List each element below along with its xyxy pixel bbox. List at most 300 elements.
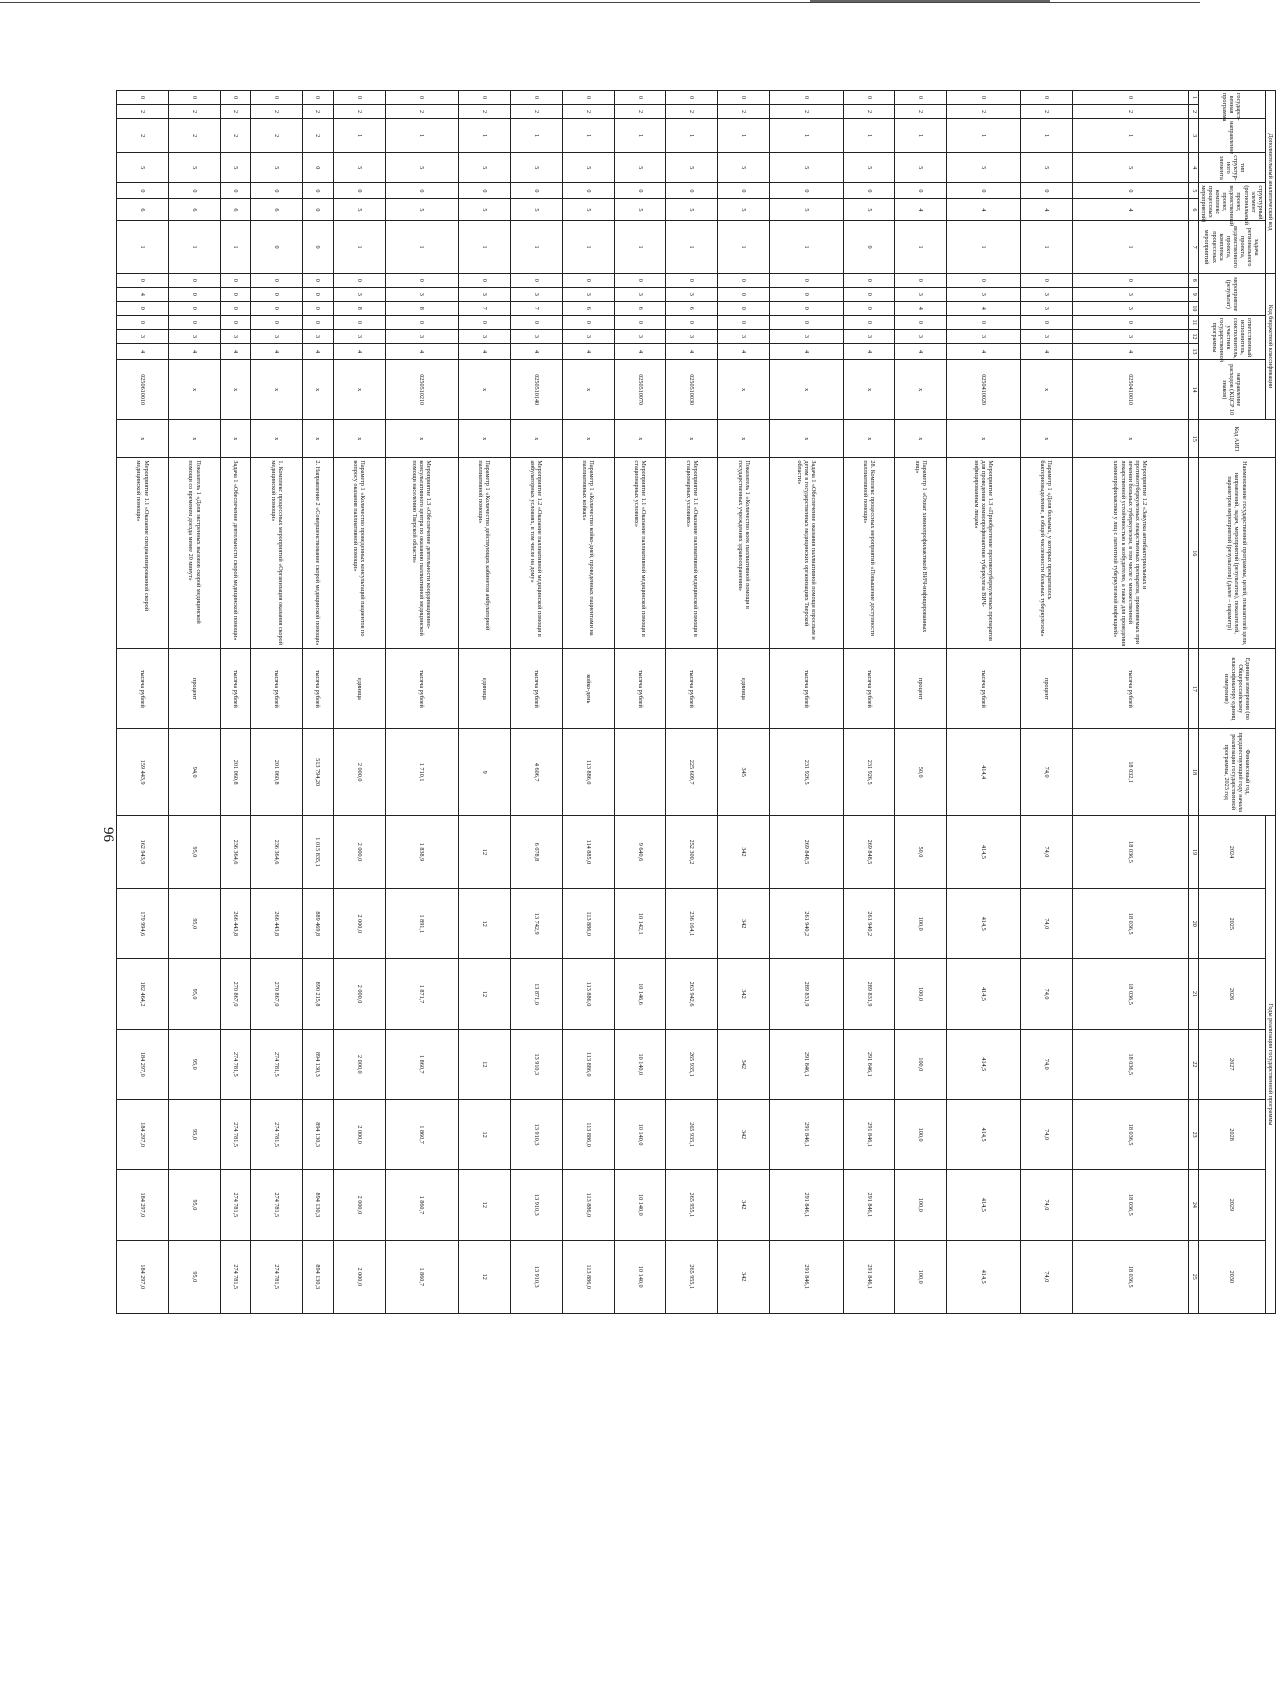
code-cell: 0: [666, 315, 718, 329]
code-cell: 4: [947, 199, 1020, 221]
kbk-cell: x: [168, 360, 220, 420]
year-value-cell: 74,0: [1020, 1170, 1072, 1240]
year-value-cell: 414,5: [947, 959, 1020, 1029]
header-year: 2028: [1198, 1099, 1265, 1169]
year-value-cell: 50,0: [895, 815, 947, 888]
code-cell: 0: [303, 91, 333, 105]
header-struct: структурный элемент (региональный проект, ведомственный проект, комплекс процессных мероприятий): [1198, 183, 1265, 221]
code-cell: 0: [333, 273, 385, 287]
code-cell: 1: [510, 119, 562, 153]
code-cell: 0: [333, 91, 385, 105]
code-cell: 5: [843, 199, 895, 221]
code-cell: 0: [770, 183, 843, 199]
code-cell: 1: [385, 221, 458, 273]
code-cell: 0: [458, 183, 510, 199]
code-cell: 4: [947, 301, 1020, 315]
header-aip: Код АИП: [1198, 420, 1275, 458]
unit-cell: тысяча рублей: [303, 649, 333, 729]
code-cell: 0: [303, 273, 333, 287]
year-value-cell: 74,0: [1020, 1099, 1072, 1169]
year-value-cell: 95,0: [168, 889, 220, 959]
code-cell: 0: [220, 287, 250, 301]
code-cell: 3: [614, 287, 666, 301]
base-year-cell: 345: [718, 729, 770, 815]
year-value-cell: 894 130,3: [303, 1099, 333, 1169]
base-year-cell: 414,4: [947, 729, 1020, 815]
header-years: Годы реализации государственной программы: [1265, 815, 1275, 1313]
aip-cell: x: [718, 420, 770, 458]
header-kbk: направление расходов (КЦСР 10 знаков): [1198, 360, 1265, 420]
year-value-cell: 113 886,0: [562, 1029, 614, 1099]
code-cell: 0: [116, 91, 168, 105]
kbk-cell: 0250510070: [614, 360, 666, 420]
year-value-cell: 12: [458, 1029, 510, 1099]
kbk-cell: x: [718, 360, 770, 420]
code-cell: 4: [116, 343, 168, 359]
year-value-cell: 266 443,8: [220, 889, 250, 959]
code-cell: 2: [116, 119, 168, 153]
year-value-cell: 414,5: [947, 1240, 1020, 1313]
code-cell: 0: [303, 221, 333, 273]
program-table: [116, 90, 1276, 1314]
year-value-cell: 265 955,1: [666, 1240, 718, 1313]
column-number-row: [1188, 91, 1198, 1314]
code-cell: 0: [220, 301, 250, 315]
code-cell: 4: [251, 343, 303, 359]
code-cell: 5: [770, 153, 843, 183]
aip-cell: x: [614, 420, 666, 458]
code-cell: 2: [458, 105, 510, 119]
code-cell: 0: [510, 91, 562, 105]
code-cell: 3: [947, 287, 1020, 301]
year-value-cell: 265 935,1: [666, 1099, 718, 1169]
code-cell: 7: [510, 301, 562, 315]
year-value-cell: 10 140,0: [614, 1170, 666, 1240]
code-cell: 4: [168, 343, 220, 359]
code-cell: 0: [220, 315, 250, 329]
column-number: 15: [1188, 420, 1198, 458]
table-row: [666, 91, 718, 1314]
code-cell: 0: [168, 315, 220, 329]
year-value-cell: 100,0: [895, 1029, 947, 1099]
code-cell: 2: [116, 105, 168, 119]
table-row: [718, 91, 770, 1314]
code-cell: 0: [666, 273, 718, 287]
base-year-cell: 2 000,0: [333, 729, 385, 815]
code-cell: 0: [303, 199, 333, 221]
kbk-cell: x: [843, 360, 895, 420]
code-cell: 0: [251, 91, 303, 105]
name-cell: Параметр 1 «Охват химиопрофилактикой ВИЧ-инфицированных лиц»: [895, 458, 947, 649]
name-cell: Задача 1 «Обеспечение оказания паллиативной помощи взрослым и детям в государственных медицинских организациях Тверской области»: [770, 458, 843, 649]
code-cell: 1: [1020, 119, 1072, 153]
code-cell: 0: [251, 301, 303, 315]
code-cell: 4: [220, 343, 250, 359]
column-number: 22: [1188, 1029, 1198, 1099]
kbk-cell: x: [251, 360, 303, 420]
year-value-cell: 342: [718, 959, 770, 1029]
code-cell: 0: [251, 273, 303, 287]
code-cell: 0: [168, 287, 220, 301]
year-value-cell: 13 910,3: [510, 1240, 562, 1313]
unit-cell: тысяча рублей: [385, 649, 458, 729]
year-value-cell: 184 297,0: [116, 1240, 168, 1313]
base-year-cell: 9: [458, 729, 510, 815]
year-value-cell: 289 831,9: [843, 959, 895, 1029]
kbk-cell: 0250510030: [666, 360, 718, 420]
year-value-cell: 74,0: [1020, 959, 1072, 1029]
code-cell: 1: [614, 221, 666, 273]
year-value-cell: 2 000,0: [333, 889, 385, 959]
header-unit: Единица измерения (по Общероссийскому классификатору единиц измерения): [1198, 649, 1275, 729]
aip-cell: x: [510, 420, 562, 458]
unit-cell: процент: [1020, 649, 1072, 729]
base-year-cell: 159 443,9: [116, 729, 168, 815]
year-value-cell: 74,0: [1020, 1029, 1072, 1099]
column-number: 1: [1188, 91, 1198, 105]
code-cell: 1: [333, 119, 385, 153]
header-event: мероприятие (результат): [1198, 273, 1265, 315]
code-cell: 2: [220, 105, 250, 119]
code-cell: 0: [770, 315, 843, 329]
code-cell: 0: [385, 273, 458, 287]
year-value-cell: 894 130,3: [303, 1170, 333, 1240]
column-number: 3: [1188, 119, 1198, 153]
code-cell: 6: [116, 199, 168, 221]
aip-cell: x: [333, 420, 385, 458]
year-value-cell: 182 464,2: [116, 959, 168, 1029]
unit-cell: единица: [458, 649, 510, 729]
year-value-cell: 274 781,5: [251, 1029, 303, 1099]
code-cell: 3: [333, 329, 385, 343]
code-cell: 0: [1072, 315, 1188, 329]
column-number: 21: [1188, 959, 1198, 1029]
code-cell: 0: [718, 183, 770, 199]
code-cell: 1: [614, 119, 666, 153]
name-cell: Мероприятие 1.2 «Закупка антибактериальных и противотуберкулезных лекарственных препаратов, применяемых при лечении больных туберкулезом, в том числе с множественной лекарственной устойчивостью к возбудителю, а также для проведения химиопрофилактики у лиц с латентной туберкулезной инфекцией»: [1072, 458, 1188, 649]
table-row: [385, 91, 458, 1314]
code-cell: 1: [666, 119, 718, 153]
table-row: [303, 91, 333, 1314]
code-cell: 3: [458, 287, 510, 301]
code-cell: 0: [303, 153, 333, 183]
unit-cell: тысяча рублей: [843, 649, 895, 729]
year-value-cell: 274 781,5: [220, 1170, 250, 1240]
year-value-cell: 12: [458, 889, 510, 959]
year-value-cell: 13 910,3: [510, 1029, 562, 1099]
year-value-cell: 266 443,8: [251, 889, 303, 959]
code-cell: 3: [1020, 287, 1072, 301]
code-cell: 0: [251, 183, 303, 199]
code-cell: 1: [1072, 221, 1188, 273]
year-value-cell: 12: [458, 1240, 510, 1313]
year-value-cell: 2 000,0: [333, 1029, 385, 1099]
code-cell: 2: [843, 105, 895, 119]
base-year-cell: 513 794,20: [303, 729, 333, 815]
code-cell: 1: [168, 221, 220, 273]
code-cell: 2: [718, 105, 770, 119]
code-cell: 2: [220, 119, 250, 153]
base-year-cell: 74,0: [1020, 729, 1072, 815]
year-value-cell: 342: [718, 1240, 770, 1313]
year-value-cell: 2 000,0: [333, 1099, 385, 1169]
code-cell: 3: [562, 287, 614, 301]
year-value-cell: 13 910,3: [510, 1170, 562, 1240]
code-cell: 4: [666, 343, 718, 359]
aip-cell: x: [843, 420, 895, 458]
code-cell: 0: [1072, 91, 1188, 105]
year-value-cell: 291 846,1: [843, 1099, 895, 1169]
name-cell: Мероприятие 1.2 «Оказание паллиативной медицинской помощи в амбулаторных условиях, в том числе на дому»: [510, 458, 562, 649]
code-cell: 2: [251, 119, 303, 153]
code-cell: 1: [1020, 221, 1072, 273]
year-value-cell: 95,0: [168, 1099, 220, 1169]
code-cell: 5: [770, 199, 843, 221]
code-cell: 0: [168, 301, 220, 315]
code-cell: 4: [947, 343, 1020, 359]
year-value-cell: 261 940,2: [770, 889, 843, 959]
code-cell: 3: [1072, 301, 1188, 315]
code-cell: 0: [385, 91, 458, 105]
code-cell: 0: [666, 183, 718, 199]
code-cell: 6: [168, 199, 220, 221]
code-cell: 4: [718, 343, 770, 359]
table-row: [458, 91, 510, 1314]
aip-cell: x: [303, 420, 333, 458]
code-cell: 3: [895, 329, 947, 343]
column-number: 25: [1188, 1240, 1198, 1313]
name-cell: 28. Комплекс процессных мероприятий «Повышение доступности паллиативной помощи»: [843, 458, 895, 649]
year-value-cell: 414,5: [947, 1099, 1020, 1169]
code-cell: 5: [510, 199, 562, 221]
code-cell: 0: [947, 315, 1020, 329]
header-name: Наименование государственной программы, целей, показателей цели, направлений, задач, мероприятий (результатов), показателей, параметров мероприятий (результатов) (далее – параметр): [1198, 458, 1275, 649]
kbk-cell: 0250410010: [1072, 360, 1188, 420]
year-value-cell: 113 886,0: [562, 1099, 614, 1169]
scan-edge-line: [0, 2, 1200, 3]
code-cell: 0: [303, 287, 333, 301]
year-value-cell: 13 742,9: [510, 889, 562, 959]
base-year-cell: 4 606,7: [510, 729, 562, 815]
code-cell: 1: [843, 119, 895, 153]
code-cell: 2: [666, 105, 718, 119]
code-cell: 0: [895, 315, 947, 329]
year-value-cell: 18 036,5: [1072, 1240, 1188, 1313]
code-cell: 0: [770, 301, 843, 315]
unit-cell: тысяча рублей: [251, 649, 303, 729]
aip-cell: x: [1020, 420, 1072, 458]
code-cell: 5: [116, 153, 168, 183]
year-value-cell: 274 781,5: [220, 1029, 250, 1099]
unit-cell: процент: [168, 649, 220, 729]
code-cell: 4: [895, 343, 947, 359]
code-cell: 0: [220, 273, 250, 287]
unit-cell: тысяча рублей: [947, 649, 1020, 729]
column-number: 11: [1188, 315, 1198, 329]
code-cell: 3: [116, 329, 168, 343]
code-cell: 2: [168, 105, 220, 119]
table-row: [116, 91, 168, 1314]
code-cell: 0: [718, 287, 770, 301]
code-cell: 5: [562, 199, 614, 221]
aip-cell: x: [251, 420, 303, 458]
code-cell: 1: [947, 119, 1020, 153]
code-cell: 0: [116, 183, 168, 199]
base-year-cell: 225 609,7: [666, 729, 718, 815]
year-value-cell: 162 943,9: [116, 815, 168, 888]
code-cell: 0: [1072, 273, 1188, 287]
code-cell: 1: [562, 119, 614, 153]
code-cell: 3: [1072, 287, 1188, 301]
year-value-cell: 100,0: [895, 1170, 947, 1240]
code-cell: 4: [895, 301, 947, 315]
year-value-cell: 95,0: [168, 959, 220, 1029]
table-row: [333, 91, 385, 1314]
code-cell: 0: [614, 273, 666, 287]
code-cell: 3: [168, 329, 220, 343]
unit-cell: процент: [895, 649, 947, 729]
code-cell: 7: [458, 301, 510, 315]
year-value-cell: 342: [718, 815, 770, 888]
code-cell: 3: [562, 329, 614, 343]
year-value-cell: 18 036,5: [1072, 1029, 1188, 1099]
code-cell: 0: [1020, 91, 1072, 105]
year-value-cell: 1 871,7: [385, 959, 458, 1029]
base-year-cell: 18 032,1: [1072, 729, 1188, 815]
year-value-cell: 894 130,3: [303, 1029, 333, 1099]
code-cell: 5: [666, 153, 718, 183]
code-cell: 6: [562, 301, 614, 315]
unit-cell: тысяча рублей: [614, 649, 666, 729]
table-row: [947, 91, 1020, 1314]
code-cell: 8: [385, 301, 458, 315]
code-cell: 3: [666, 287, 718, 301]
code-cell: 0: [220, 91, 250, 105]
column-number: 19: [1188, 815, 1198, 888]
code-cell: 0: [895, 91, 947, 105]
table-row: [770, 91, 843, 1314]
year-value-cell: 414,5: [947, 1029, 1020, 1099]
year-value-cell: 2 000,0: [333, 1240, 385, 1313]
code-cell: 0: [333, 183, 385, 199]
kbk-cell: x: [303, 360, 333, 420]
code-cell: 0: [614, 183, 666, 199]
year-value-cell: 1 860,7: [385, 1170, 458, 1240]
year-value-cell: 261 940,2: [843, 889, 895, 959]
kbk-cell: x: [562, 360, 614, 420]
code-cell: 0: [666, 91, 718, 105]
table-row: [1020, 91, 1072, 1314]
year-value-cell: 414,5: [947, 815, 1020, 888]
code-cell: 2: [333, 105, 385, 119]
code-cell: 0: [303, 183, 333, 199]
code-cell: 5: [251, 153, 303, 183]
code-cell: 1: [220, 221, 250, 273]
name-cell: Мероприятие 1.1 «Оказание паллиативной медицинской помощи в стационарных условиях»: [666, 458, 718, 649]
table-row: [168, 91, 220, 1314]
name-cell: Показатель 1 «Количество коек паллиативной помощи в государственных учреждениях здравоохранения»: [718, 458, 770, 649]
code-cell: 0: [718, 273, 770, 287]
code-cell: 5: [562, 153, 614, 183]
code-cell: 0: [843, 91, 895, 105]
code-cell: 0: [458, 273, 510, 287]
year-value-cell: 2 000,0: [333, 815, 385, 888]
kbk-cell: x: [220, 360, 250, 420]
code-cell: 3: [1072, 329, 1188, 343]
column-number: 17: [1188, 649, 1198, 729]
code-cell: 0: [843, 315, 895, 329]
code-cell: 4: [614, 343, 666, 359]
column-number: 4: [1188, 153, 1198, 183]
code-cell: 2: [562, 105, 614, 119]
name-cell: Мероприятие 1.1 «Оказание паллиативной медицинской помощи в стационарных условиях»: [614, 458, 666, 649]
code-cell: 5: [718, 153, 770, 183]
code-cell: 0: [843, 301, 895, 315]
year-value-cell: 113 886,0: [562, 1170, 614, 1240]
code-cell: 0: [947, 273, 1020, 287]
code-cell: 0: [718, 315, 770, 329]
column-number: 16: [1188, 458, 1198, 649]
code-cell: 4: [895, 199, 947, 221]
table-row: [895, 91, 947, 1314]
page-number: 96: [100, 827, 116, 842]
year-value-cell: 10 140,0: [614, 1029, 666, 1099]
year-value-cell: 342: [718, 1029, 770, 1099]
unit-cell: тысяча рублей: [510, 649, 562, 729]
code-cell: 2: [1072, 105, 1188, 119]
code-cell: 6: [251, 199, 303, 221]
code-cell: 0: [385, 183, 458, 199]
code-cell: 5: [458, 153, 510, 183]
code-cell: 0: [303, 315, 333, 329]
year-value-cell: 1 860,7: [385, 1240, 458, 1313]
code-cell: 5: [1072, 153, 1188, 183]
code-cell: 3: [843, 329, 895, 343]
header-exec: ответственный исполнитель, соисполнитель, участник государственной программы: [1198, 315, 1265, 359]
name-cell: Показатель 1 «Доля экстренных вызовов скорой медицинской помощи со временем доезда менее 20 минут»: [168, 458, 220, 649]
year-value-cell: 236 364,6: [251, 815, 303, 888]
name-cell: Задача 1 «Обеспечение деятельности скорой медицинской помощи»: [220, 458, 250, 649]
code-cell: 4: [770, 343, 843, 359]
year-value-cell: 342: [718, 1099, 770, 1169]
year-value-cell: 269 848,5: [843, 815, 895, 888]
year-value-cell: 95,0: [168, 1029, 220, 1099]
name-cell: 2. Направление 2 «Совершенствование скорой медицинской помощи»: [303, 458, 333, 649]
year-value-cell: 1 838,9: [385, 815, 458, 888]
code-cell: 0: [562, 91, 614, 105]
code-cell: 0: [168, 273, 220, 287]
code-cell: 4: [385, 343, 458, 359]
name-cell: Параметр 1 «Доля больных, у которых прекратилось бактериовыделение, в общей численности больных туберкулезом»: [1020, 458, 1072, 649]
base-year-cell: 201 060,8: [251, 729, 303, 815]
year-value-cell: 2 000,0: [333, 1170, 385, 1240]
code-cell: 0: [116, 301, 168, 315]
name-cell: 1. Комплекс процессных мероприятий «Организация оказания скорой медицинской помощи»: [251, 458, 303, 649]
year-value-cell: 291 846,1: [770, 1099, 843, 1169]
base-year-cell: 1 710,1: [385, 729, 458, 815]
header-year: 2030: [1198, 1240, 1265, 1313]
code-cell: 8: [333, 301, 385, 315]
code-cell: 1: [385, 119, 458, 153]
year-value-cell: 1 015 835,1: [303, 815, 333, 888]
code-cell: 0: [458, 315, 510, 329]
column-number: 7: [1188, 221, 1198, 273]
code-cell: 0: [843, 221, 895, 273]
year-value-cell: 894 130,3: [303, 1240, 333, 1313]
code-cell: 0: [251, 315, 303, 329]
year-value-cell: 274 781,5: [220, 1240, 250, 1313]
year-value-cell: 18 036,5: [1072, 1099, 1188, 1169]
